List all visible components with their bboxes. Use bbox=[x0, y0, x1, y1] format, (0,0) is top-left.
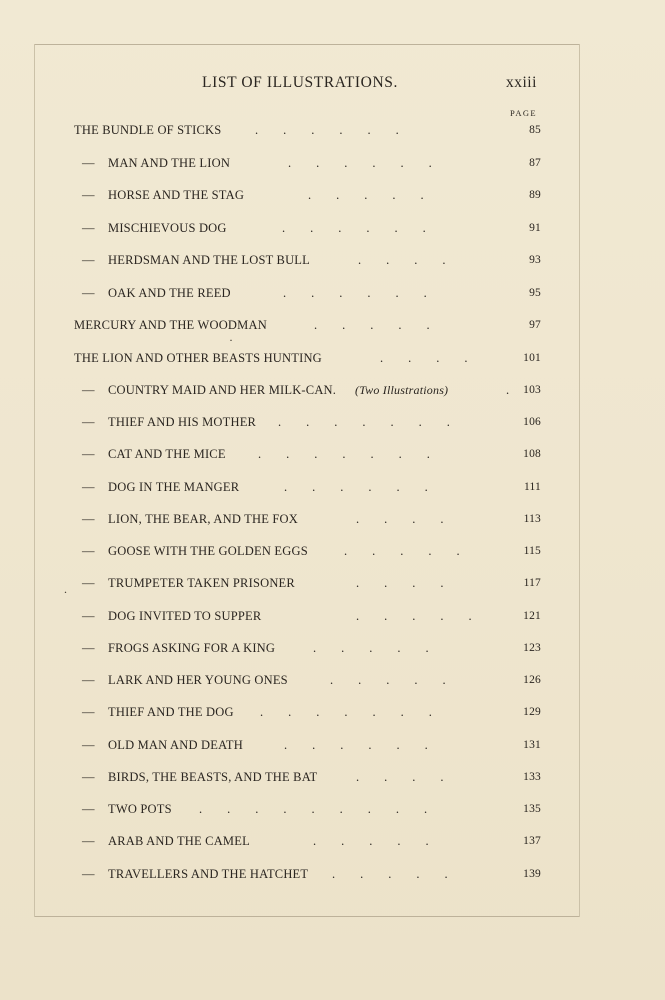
stray-mark: · bbox=[229, 333, 233, 347]
illustration-title: DOG IN THE MANGER bbox=[108, 480, 240, 494]
dot-leader: . . . . . bbox=[344, 544, 460, 558]
ditto-dash: — bbox=[82, 447, 95, 461]
dot-leader: . . . . . . bbox=[255, 123, 399, 137]
list-item bbox=[0, 443, 665, 465]
page-number: 87 bbox=[529, 157, 541, 169]
ditto-dash: — bbox=[82, 156, 95, 170]
illustration-title: THE BUNDLE OF STICKS bbox=[74, 123, 222, 137]
dot-leader: . . . . . bbox=[314, 318, 430, 332]
list-item bbox=[0, 119, 665, 141]
illustration-title: TRAVELLERS AND THE HATCHET bbox=[108, 867, 309, 881]
illustration-title: GOOSE WITH THE GOLDEN EGGS bbox=[108, 544, 308, 558]
illustration-title: COUNTRY MAID AND HER MILK-CAN. bbox=[108, 383, 337, 397]
ditto-dash: — bbox=[82, 802, 95, 816]
ditto-dash: — bbox=[82, 253, 95, 267]
ditto-dash: — bbox=[82, 188, 95, 202]
list-item bbox=[0, 314, 665, 336]
page-number: 111 bbox=[524, 481, 541, 493]
list-item bbox=[0, 798, 665, 820]
list-item bbox=[0, 540, 665, 562]
list-item bbox=[0, 152, 665, 174]
illustration-title: LION, THE BEAR, AND THE FOX bbox=[108, 512, 299, 526]
list-item bbox=[0, 701, 665, 723]
ditto-dash: — bbox=[82, 673, 95, 687]
illustration-title: BIRDS, THE BEASTS, AND THE BAT bbox=[108, 770, 318, 784]
list-item bbox=[0, 282, 665, 304]
page-title: LIST OF ILLUSTRATIONS. bbox=[202, 74, 398, 91]
list-item bbox=[0, 637, 665, 659]
list-item bbox=[0, 734, 665, 756]
list-item bbox=[0, 249, 665, 271]
page-number: 137 bbox=[523, 835, 541, 847]
list-item bbox=[0, 476, 665, 498]
illustration-title: THIEF AND THE DOG bbox=[108, 705, 234, 719]
ditto-dash: — bbox=[82, 834, 95, 848]
top-rule bbox=[34, 44, 579, 45]
ditto-dash: — bbox=[82, 383, 95, 397]
illustration-title: THIEF AND HIS MOTHER bbox=[108, 415, 257, 429]
dot-leader: . . . . . . bbox=[288, 156, 432, 170]
page-number: 95 bbox=[529, 287, 541, 299]
list-item bbox=[0, 217, 665, 239]
list-item bbox=[0, 508, 665, 530]
page-number: 108 bbox=[523, 448, 541, 460]
ditto-dash: — bbox=[82, 480, 95, 494]
dot-leader: . . . . . . bbox=[283, 286, 427, 300]
dot-leader: . . . . . bbox=[332, 867, 448, 881]
page-number: 101 bbox=[523, 352, 541, 364]
list-item bbox=[0, 184, 665, 206]
page-number: 129 bbox=[523, 706, 541, 718]
dot-leader: . . . . . . . bbox=[258, 447, 430, 461]
list-item bbox=[0, 605, 665, 627]
list-item bbox=[0, 830, 665, 852]
dot-leader: . . . . . . bbox=[284, 738, 428, 752]
illustration-title: OLD MAN AND DEATH bbox=[108, 738, 243, 752]
page-number: 106 bbox=[523, 416, 541, 428]
page-number: 126 bbox=[523, 674, 541, 686]
dot-leader: . . . . bbox=[356, 770, 444, 784]
illustration-title: DOG INVITED TO SUPPER bbox=[108, 609, 262, 623]
page-number: 97 bbox=[529, 319, 541, 331]
ditto-dash: — bbox=[82, 512, 95, 526]
page-number: 113 bbox=[523, 513, 541, 525]
ditto-dash: — bbox=[82, 286, 95, 300]
page-number: 85 bbox=[529, 124, 541, 136]
dot-leader: . . . . . . bbox=[282, 221, 426, 235]
ditto-dash: — bbox=[82, 867, 95, 881]
page-number: 121 bbox=[523, 610, 541, 622]
illustration-title: MERCURY AND THE WOODMAN bbox=[74, 318, 267, 332]
dot-leader: . . . . . . . bbox=[260, 705, 432, 719]
dot-leader: . . . . bbox=[380, 351, 468, 365]
dot-leader: . . . . bbox=[358, 253, 446, 267]
ditto-dash: — bbox=[82, 415, 95, 429]
page-column-label: PAGE bbox=[510, 108, 538, 118]
illustration-title: ARAB AND THE CAMEL bbox=[108, 834, 250, 848]
dot-leader: . . . . . bbox=[313, 641, 429, 655]
ditto-dash: — bbox=[82, 738, 95, 752]
page-number: 131 bbox=[523, 739, 541, 751]
illustration-title: OAK AND THE REED bbox=[108, 286, 231, 300]
illustration-title: HERDSMAN AND THE LOST BULL bbox=[108, 253, 310, 267]
list-item bbox=[0, 572, 665, 594]
list-item bbox=[0, 379, 665, 401]
list-item bbox=[0, 669, 665, 691]
illustration-title: CAT AND THE MICE bbox=[108, 447, 226, 461]
dot-leader: . . . . bbox=[356, 576, 444, 590]
illustration-title: HORSE AND THE STAG bbox=[108, 188, 245, 202]
dot-leader: . . . . . . . bbox=[278, 415, 450, 429]
dot-leader: . . . . . bbox=[330, 673, 446, 687]
page-number: 115 bbox=[523, 545, 541, 557]
ditto-dash: — bbox=[82, 770, 95, 784]
ditto-dash: — bbox=[82, 641, 95, 655]
bottom-rule bbox=[34, 916, 579, 917]
illustration-title: LARK AND HER YOUNG ONES bbox=[108, 673, 288, 687]
dot-leader: . . . . . bbox=[356, 609, 472, 623]
page-number-roman: xxiii bbox=[506, 74, 537, 91]
dot-leader: . . . . . bbox=[313, 834, 429, 848]
page-number: 91 bbox=[529, 222, 541, 234]
illustration-title: FROGS ASKING FOR A KING bbox=[108, 641, 276, 655]
page-number: 139 bbox=[523, 868, 541, 880]
list-item bbox=[0, 766, 665, 788]
dot-leader: . . . . bbox=[356, 512, 444, 526]
page-number: 135 bbox=[523, 803, 541, 815]
ditto-dash: — bbox=[82, 705, 95, 719]
ditto-dash: — bbox=[82, 609, 95, 623]
list-item bbox=[0, 347, 665, 369]
dot-leader: . . . . . bbox=[308, 188, 424, 202]
dot-leader: . . . . . . bbox=[284, 480, 428, 494]
page-number: 133 bbox=[523, 771, 541, 783]
illustration-title: TRUMPETER TAKEN PRISONER bbox=[108, 576, 295, 590]
illustration-title: MISCHIEVOUS DOG bbox=[108, 221, 227, 235]
page-number: 89 bbox=[529, 189, 541, 201]
illustration-note: (Two Illustrations) bbox=[355, 383, 449, 397]
page-number: 117 bbox=[523, 577, 541, 589]
list-item bbox=[0, 863, 665, 885]
illustration-title: TWO POTS bbox=[108, 802, 172, 816]
dot-leader: . bbox=[506, 383, 510, 397]
page-number: 93 bbox=[529, 254, 541, 266]
ditto-dash: — bbox=[82, 221, 95, 235]
ditto-dash: — bbox=[82, 576, 95, 590]
illustration-title: THE LION AND OTHER BEASTS HUNTING bbox=[74, 351, 322, 365]
dot-leader: . . . . . . . . . bbox=[199, 802, 428, 816]
illustration-title: MAN AND THE LION bbox=[108, 156, 231, 170]
ditto-dash: — bbox=[82, 544, 95, 558]
page-number: 123 bbox=[523, 642, 541, 654]
list-item bbox=[0, 411, 665, 433]
page-number: 103 bbox=[523, 384, 541, 396]
stray-mark: . bbox=[64, 582, 67, 596]
